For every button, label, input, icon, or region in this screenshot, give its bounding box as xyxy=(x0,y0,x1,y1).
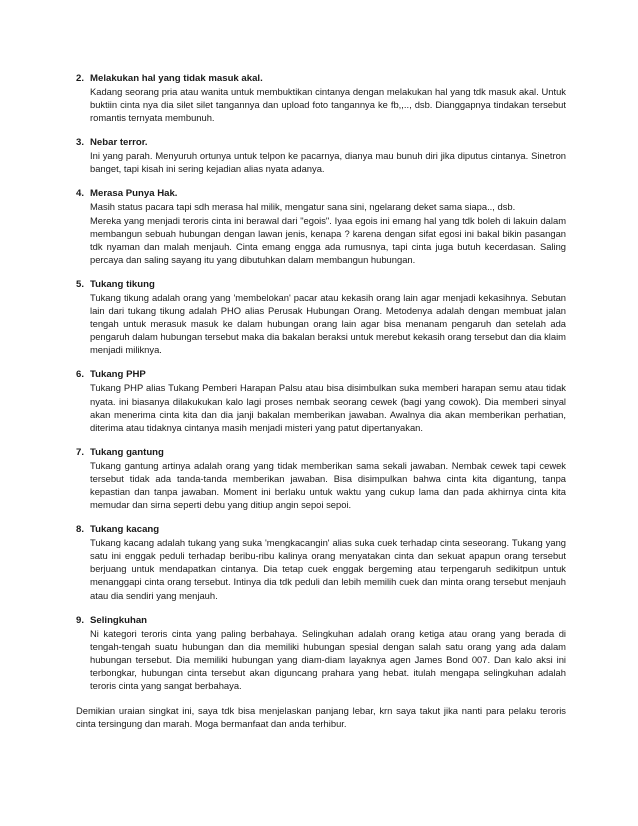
item-body xyxy=(76,627,566,692)
list-item xyxy=(76,368,566,433)
item-heading xyxy=(76,72,566,85)
list-item xyxy=(76,187,566,265)
item-body xyxy=(76,459,566,511)
item-title: Nebar terror. xyxy=(90,137,148,149)
item-number: 2. xyxy=(76,73,85,84)
item-body xyxy=(76,85,566,124)
list-item xyxy=(76,446,566,511)
item-title: Tukang PHP xyxy=(90,369,146,381)
item-number: 5. xyxy=(76,278,85,290)
item-number: 4. xyxy=(76,188,85,200)
item-paragraph: Tukang tikung adalah orang yang 'membelokan' pacar atau kekasih orang lain agar menjadi kekasihnya. Sebutan lain dari tukang tikung adalah PHO alias Perusak Hubungan Orang. Metodenya adalah dengan membuat jalan tengah untuk merasuk masuk ke dalam hubungan orang lain agar bisa menanam pengaruh dan setelah ada pengaruh dalam hubungan tersebut maka dia bakalan beraksi untuk merebut kekasih orang tersebut dan dia klaim menjadi miliknya. xyxy=(90,291,566,356)
item-body xyxy=(76,200,566,265)
item-paragraph: Kadang seorang pria atau wanita untuk membuktikan cintanya dengan melakukan hal yang tdk masuk akal. Untuk buktiin cinta nya dia silet silet tangannya dan upload foto tangannya ke fb,,.., dsb. Dianggapnya tindakan tersebut romantis ternyata membunuh. xyxy=(90,86,566,124)
item-title: Selingkuhan xyxy=(90,614,148,626)
item-title: Tukang kacang xyxy=(90,524,160,536)
list-item xyxy=(76,136,566,175)
document-body xyxy=(76,72,566,730)
item-heading xyxy=(76,523,566,536)
item-title: Tukang tikung xyxy=(90,278,155,290)
item-number: 3. xyxy=(76,137,85,149)
list-item xyxy=(76,614,566,692)
item-body xyxy=(76,381,566,433)
item-number: 8. xyxy=(76,524,85,536)
list-item xyxy=(76,278,566,356)
list-item xyxy=(76,72,566,124)
item-heading xyxy=(76,136,566,149)
item-heading xyxy=(76,446,566,459)
item-paragraph: Tukang kacang adalah tukang yang suka 'mengkacangin' alias suka cuek terhadap cinta seseorang. Tukang yang satu ini enggak peduli terhadap beribu-ribu kalinya orang menyatakan cinta dan sekuat apapun orang tersebut berjuang untuk mendapatkan cintanya. Dia tetap cuek enggak bergeming atau terpengaruh sedikitpun untuk menanggapi cinta orang tersebut. Intinya dia tdk peduli dan lebih memilih cuek dan minta orang tersebut menjauh atau dia sendiri yang menjauh. xyxy=(90,537,566,601)
item-heading xyxy=(76,187,566,200)
item-body xyxy=(76,536,566,601)
item-paragraph: Mereka yang menjadi teroris cinta ini berawal dari "egois". Iyaa egois ini emang hal yang tdk boleh di lakuin dalam membangun sebuah hubungan dengan lawan jenis, kenapa ? karena dengan sifat egosi ini bakal bikin pasangan tdk nyaman dan malah menjauh. Cinta emang engga ada rumusnya, tapi cinta juga butuh kecerdasan. Saling percaya dan saling sayang itu yang dibutuhkan dalam membangun hubungan. xyxy=(90,214,566,265)
item-heading xyxy=(76,278,566,291)
closing-paragraph: Demikian uraian singkat ini, saya tdk bisa menjelaskan panjang lebar, krn saya takut jika nanti para pelaku teroris cinta tersingung dan marah. Moga bermanfaat dan anda terhibur. xyxy=(76,705,566,730)
item-title: Merasa Punya Hak. xyxy=(90,188,178,200)
item-title: Tukang gantung xyxy=(90,446,164,458)
item-body xyxy=(76,149,566,175)
item-number: 7. xyxy=(76,446,85,458)
item-paragraph: Ini yang parah. Menyuruh ortunya untuk telpon ke pacarnya, dianya mau bunuh diri jika diputus cintanya. Sinetron banget, tapi kisah ini sering kejadian alias nyata adanya. xyxy=(90,150,566,175)
item-paragraph: Tukang gantung artinya adalah orang yang tidak memberikan sama sekali jawaban. Nembak cewek tapi cewek tersebut tidak ada tanda-tanda memberikan jawaban. Bisa disimpulkan bahwa cinta kita digantung, tanpa kepastian dan tanpa jawaban. Moment ini berlaku untuk waktu yang cukup lama dan pada akhirnya cinta kita memudar dan sirna seperti debu yang ditiup angin sepoi sepoi. xyxy=(90,459,566,511)
item-title: Melakukan hal yang tidak masuk akal. xyxy=(90,73,263,84)
item-paragraph: Tukang PHP alias Tukang Pemberi Harapan Palsu atau bisa disimbulkan suka memberi harapan semu atau tidak nyata. ini biasanya dilakukukan kalo lagi proses nembak seorang cewek (bagi yang cowok). Dia memberi sinyal akan menerima cinta kita dan dia janji bakalan memberikan jawaban. Awalnya dia akan memberikan perhatian, diterima atau tidaknya cintanya masih menjadi misteri yang patut dipertanyakan. xyxy=(90,382,566,433)
item-paragraph: Ni kategori teroris cinta yang paling berbahaya. Selingkuhan adalah orang ketiga atau orang yang berada di tengah-tengah suatu hubungan dan dia memiliki hubungan spesial dengan salah satu orang yang ada dalam hubungan tersebut. Dia memiliki hubungan yang diam-diam layaknya agen James Bond 007. Dan kalo aksi ini terbongkar, hubungan cinta tersebut akan diguncang prahara yang hebat. itulah mengapa selingkuhan adalah teroris cinta yang sangat berbahaya. xyxy=(90,627,566,691)
item-number: 9. xyxy=(76,614,85,626)
item-number: 6. xyxy=(76,369,85,381)
list-item xyxy=(76,523,566,601)
item-body xyxy=(76,291,566,356)
item-paragraph: Masih status pacara tapi sdh merasa hal milik, mengatur sana sini, ngelarang deket sama siapa.., dsb. xyxy=(90,201,516,213)
item-heading xyxy=(76,368,566,381)
item-heading xyxy=(76,614,566,627)
